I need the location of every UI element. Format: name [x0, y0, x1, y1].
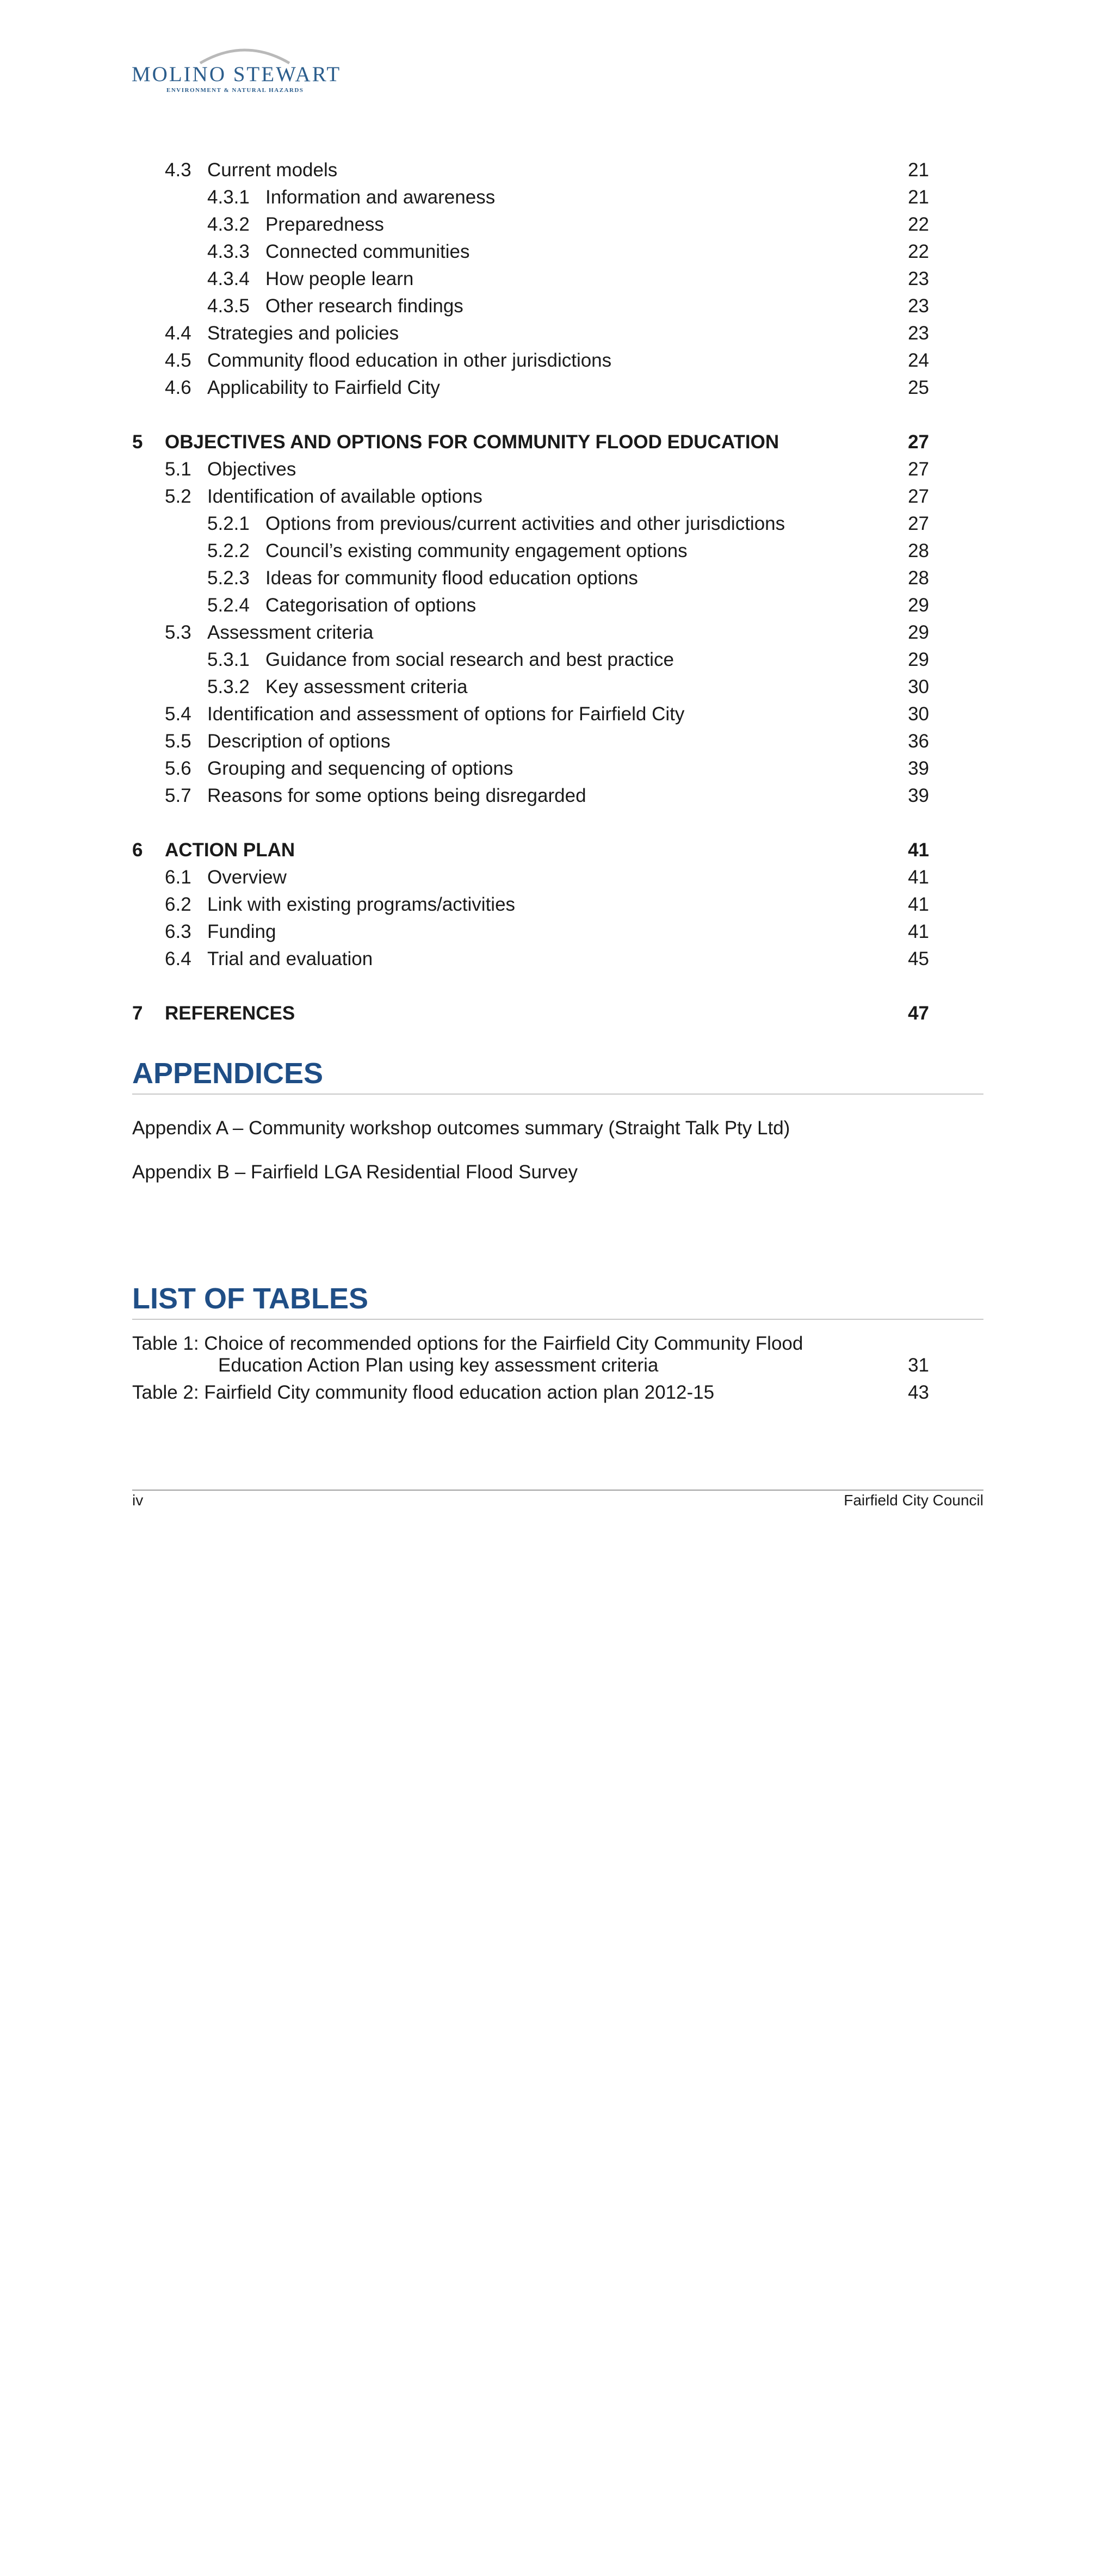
toc-entry-page: 47 — [908, 1003, 929, 1024]
toc-section-entry[interactable] — [0, 864, 1114, 891]
toc-subsection-entry[interactable] — [0, 646, 1114, 674]
toc-entry-title: Guidance from social research and best practice — [265, 649, 674, 670]
toc-entry-number: 4.3 — [165, 159, 191, 181]
table-entry-line: Education Action Plan using key assessment criteria — [218, 1355, 659, 1376]
appendices-heading: APPENDICES — [132, 1057, 983, 1095]
toc-section-entry[interactable] — [0, 157, 1114, 184]
toc-entry-page: 29 — [908, 649, 929, 670]
toc-entry-title: Reasons for some options being disregarded — [207, 785, 586, 806]
footer-divider — [132, 1490, 983, 1491]
toc-entry-page: 23 — [908, 295, 929, 317]
toc-subsection-entry[interactable] — [0, 565, 1114, 592]
toc-entry-number: 5.2.1 — [207, 513, 250, 534]
toc-section-entry[interactable] — [0, 619, 1114, 646]
toc-entry-title: Connected communities — [265, 241, 470, 262]
toc-subsection-entry[interactable] — [0, 592, 1114, 619]
toc-entry-title: Applicability to Fairfield City — [207, 377, 440, 398]
toc-entry-number: 5.3 — [165, 622, 191, 643]
logo-name: MOLINO STEWART — [132, 63, 342, 86]
toc-chapter-entry[interactable] — [0, 1000, 1114, 1027]
toc-entry-title: Council’s existing community engagement options — [265, 540, 688, 561]
toc-entry-title: ACTION PLAN — [165, 839, 295, 861]
table-entry-page: 43 — [908, 1382, 929, 1403]
toc-entry-number: 4.4 — [165, 323, 191, 344]
toc-entry-page: 21 — [908, 187, 929, 208]
toc-entry-title: Options from previous/current activities and other jurisdictions — [265, 513, 785, 534]
toc-entry-title: How people learn — [265, 268, 414, 289]
toc-entry-title: Information and awareness — [265, 187, 496, 208]
toc-entry-page: 39 — [908, 758, 929, 779]
toc-entry-number: 4.3.3 — [207, 241, 250, 262]
toc-entry-page: 41 — [908, 921, 929, 942]
toc-section-entry[interactable] — [0, 782, 1114, 810]
toc-entry-title: Trial and evaluation — [207, 948, 373, 969]
toc-entry-number: 5.2.2 — [207, 540, 250, 561]
toc-entry-number: 5.2 — [165, 486, 191, 507]
toc-entry-number: 5 — [132, 431, 143, 453]
table-list-entry[interactable] — [132, 1333, 929, 1379]
toc-entry-page: 36 — [908, 731, 929, 752]
toc-entry-number: 5.2.4 — [207, 595, 250, 616]
toc-entry-page: 27 — [908, 513, 929, 534]
toc-entry-page: 25 — [908, 377, 929, 398]
toc-entry-page: 22 — [908, 214, 929, 235]
toc-entry-number: 4.3.1 — [207, 187, 250, 208]
toc-entry-page: 27 — [908, 459, 929, 480]
toc-entry-number: 5.1 — [165, 459, 191, 480]
toc-entry-page: 41 — [908, 867, 929, 888]
toc-entry-number: 5.6 — [165, 758, 191, 779]
table-entry-line: Table 2: Fairfield City community flood education action plan 2012-15 — [132, 1382, 715, 1403]
toc-entry-title: Current models — [207, 159, 338, 181]
toc-subsection-entry[interactable] — [0, 674, 1114, 701]
toc-entry-number: 6.3 — [165, 921, 191, 942]
toc-entry-title: Grouping and sequencing of options — [207, 758, 513, 779]
toc-section-entry[interactable] — [0, 728, 1114, 755]
toc-entry-page: 41 — [908, 894, 929, 915]
toc-section-entry[interactable] — [0, 755, 1114, 782]
toc-entry-title: Preparedness — [265, 214, 384, 235]
toc-chapter-entry[interactable] — [0, 837, 1114, 864]
appendix-entry[interactable]: Appendix A – Community workshop outcomes summary (Straight Talk Pty Ltd) — [132, 1117, 790, 1139]
appendix-entry[interactable]: Appendix B – Fairfield LGA Residential Flood Survey — [132, 1162, 578, 1183]
toc-entry-page: 23 — [908, 323, 929, 344]
toc-entry-title: Description of options — [207, 731, 391, 752]
toc-entry-number: 5.7 — [165, 785, 191, 806]
toc-section-entry[interactable] — [0, 701, 1114, 728]
toc-entry-number: 4.6 — [165, 377, 191, 398]
table-list-entry[interactable] — [132, 1382, 929, 1406]
toc-entry-title: Identification of available options — [207, 486, 482, 507]
toc-entry-number: 5.5 — [165, 731, 191, 752]
toc-entry-title: REFERENCES — [165, 1003, 295, 1024]
toc-entry-title: OBJECTIVES AND OPTIONS FOR COMMUNITY FLOOD EDUCATION — [165, 431, 779, 453]
toc-subsection-entry[interactable] — [0, 293, 1114, 320]
toc-entry-page: 29 — [908, 595, 929, 616]
company-logo — [131, 41, 348, 101]
toc-entry-page: 39 — [908, 785, 929, 806]
toc-entry-title: Key assessment criteria — [265, 676, 468, 697]
page-number: iv — [132, 1492, 144, 1509]
toc-entry-title: Strategies and policies — [207, 323, 399, 344]
toc-entry-title: Ideas for community flood education options — [265, 567, 638, 589]
toc-entry-page: 41 — [908, 839, 929, 861]
toc-section-entry[interactable] — [0, 456, 1114, 483]
toc-section-entry[interactable] — [0, 946, 1114, 973]
toc-entry-title: Link with existing programs/activities — [207, 894, 516, 915]
toc-subsection-entry[interactable] — [0, 510, 1114, 538]
toc-section-entry[interactable] — [0, 374, 1114, 401]
toc-entry-page: 24 — [908, 350, 929, 371]
toc-entry-title: Community flood education in other jurisdictions — [207, 350, 612, 371]
footer-organisation: Fairfield City Council — [844, 1492, 983, 1509]
toc-entry-number: 5.4 — [165, 703, 191, 725]
toc-entry-page: 28 — [908, 540, 929, 561]
toc-entry-number: 4.3.4 — [207, 268, 250, 289]
toc-entry-page: 27 — [908, 486, 929, 507]
toc-subsection-entry[interactable] — [0, 238, 1114, 265]
toc-entry-title: Objectives — [207, 459, 296, 480]
toc-entry-number: 6.4 — [165, 948, 191, 969]
toc-entry-number: 4.3.5 — [207, 295, 250, 317]
toc-entry-number: 6.2 — [165, 894, 191, 915]
toc-section-entry[interactable] — [0, 320, 1114, 347]
toc-entry-page: 21 — [908, 159, 929, 181]
toc-entry-page: 22 — [908, 241, 929, 262]
toc-section-entry[interactable] — [0, 347, 1114, 374]
toc-subsection-entry[interactable] — [0, 538, 1114, 565]
toc-entry-number: 5.3.1 — [207, 649, 250, 670]
toc-entry-page: 30 — [908, 703, 929, 725]
toc-entry-title: Funding — [207, 921, 276, 942]
toc-entry-number: 6.1 — [165, 867, 191, 888]
toc-entry-title: Identification and assessment of options for Fairfield City — [207, 703, 685, 725]
toc-entry-number: 4.5 — [165, 350, 191, 371]
toc-entry-title: Assessment criteria — [207, 622, 374, 643]
toc-entry-title: Overview — [207, 867, 287, 888]
toc-entry-page: 30 — [908, 676, 929, 697]
toc-entry-page: 28 — [908, 567, 929, 589]
toc-entry-page: 23 — [908, 268, 929, 289]
toc-entry-number: 4.3.2 — [207, 214, 250, 235]
toc-entry-title: Other research findings — [265, 295, 463, 317]
table-entry-line: Table 1: Choice of recommended options for the Fairfield City Community Flood — [132, 1333, 803, 1354]
toc-section-entry[interactable] — [0, 918, 1114, 946]
toc-section-entry[interactable] — [0, 483, 1114, 510]
toc-chapter-entry[interactable] — [0, 429, 1114, 456]
toc-subsection-entry[interactable] — [0, 211, 1114, 238]
toc-section-entry[interactable] — [0, 891, 1114, 918]
toc-entry-page: 29 — [908, 622, 929, 643]
toc-entry-number: 7 — [132, 1003, 143, 1024]
toc-subsection-entry[interactable] — [0, 184, 1114, 211]
toc-entry-page: 45 — [908, 948, 929, 969]
toc-entry-number: 5.3.2 — [207, 676, 250, 697]
toc-subsection-entry[interactable] — [0, 265, 1114, 293]
toc-entry-title: Categorisation of options — [265, 595, 476, 616]
toc-entry-number: 5.2.3 — [207, 567, 250, 589]
logo-tagline: ENVIRONMENT & NATURAL HAZARDS — [166, 87, 304, 94]
toc-entry-number: 6 — [132, 839, 143, 861]
toc-entry-page: 27 — [908, 431, 929, 453]
list-of-tables-heading: LIST OF TABLES — [132, 1282, 983, 1320]
table-entry-page: 31 — [908, 1355, 929, 1376]
